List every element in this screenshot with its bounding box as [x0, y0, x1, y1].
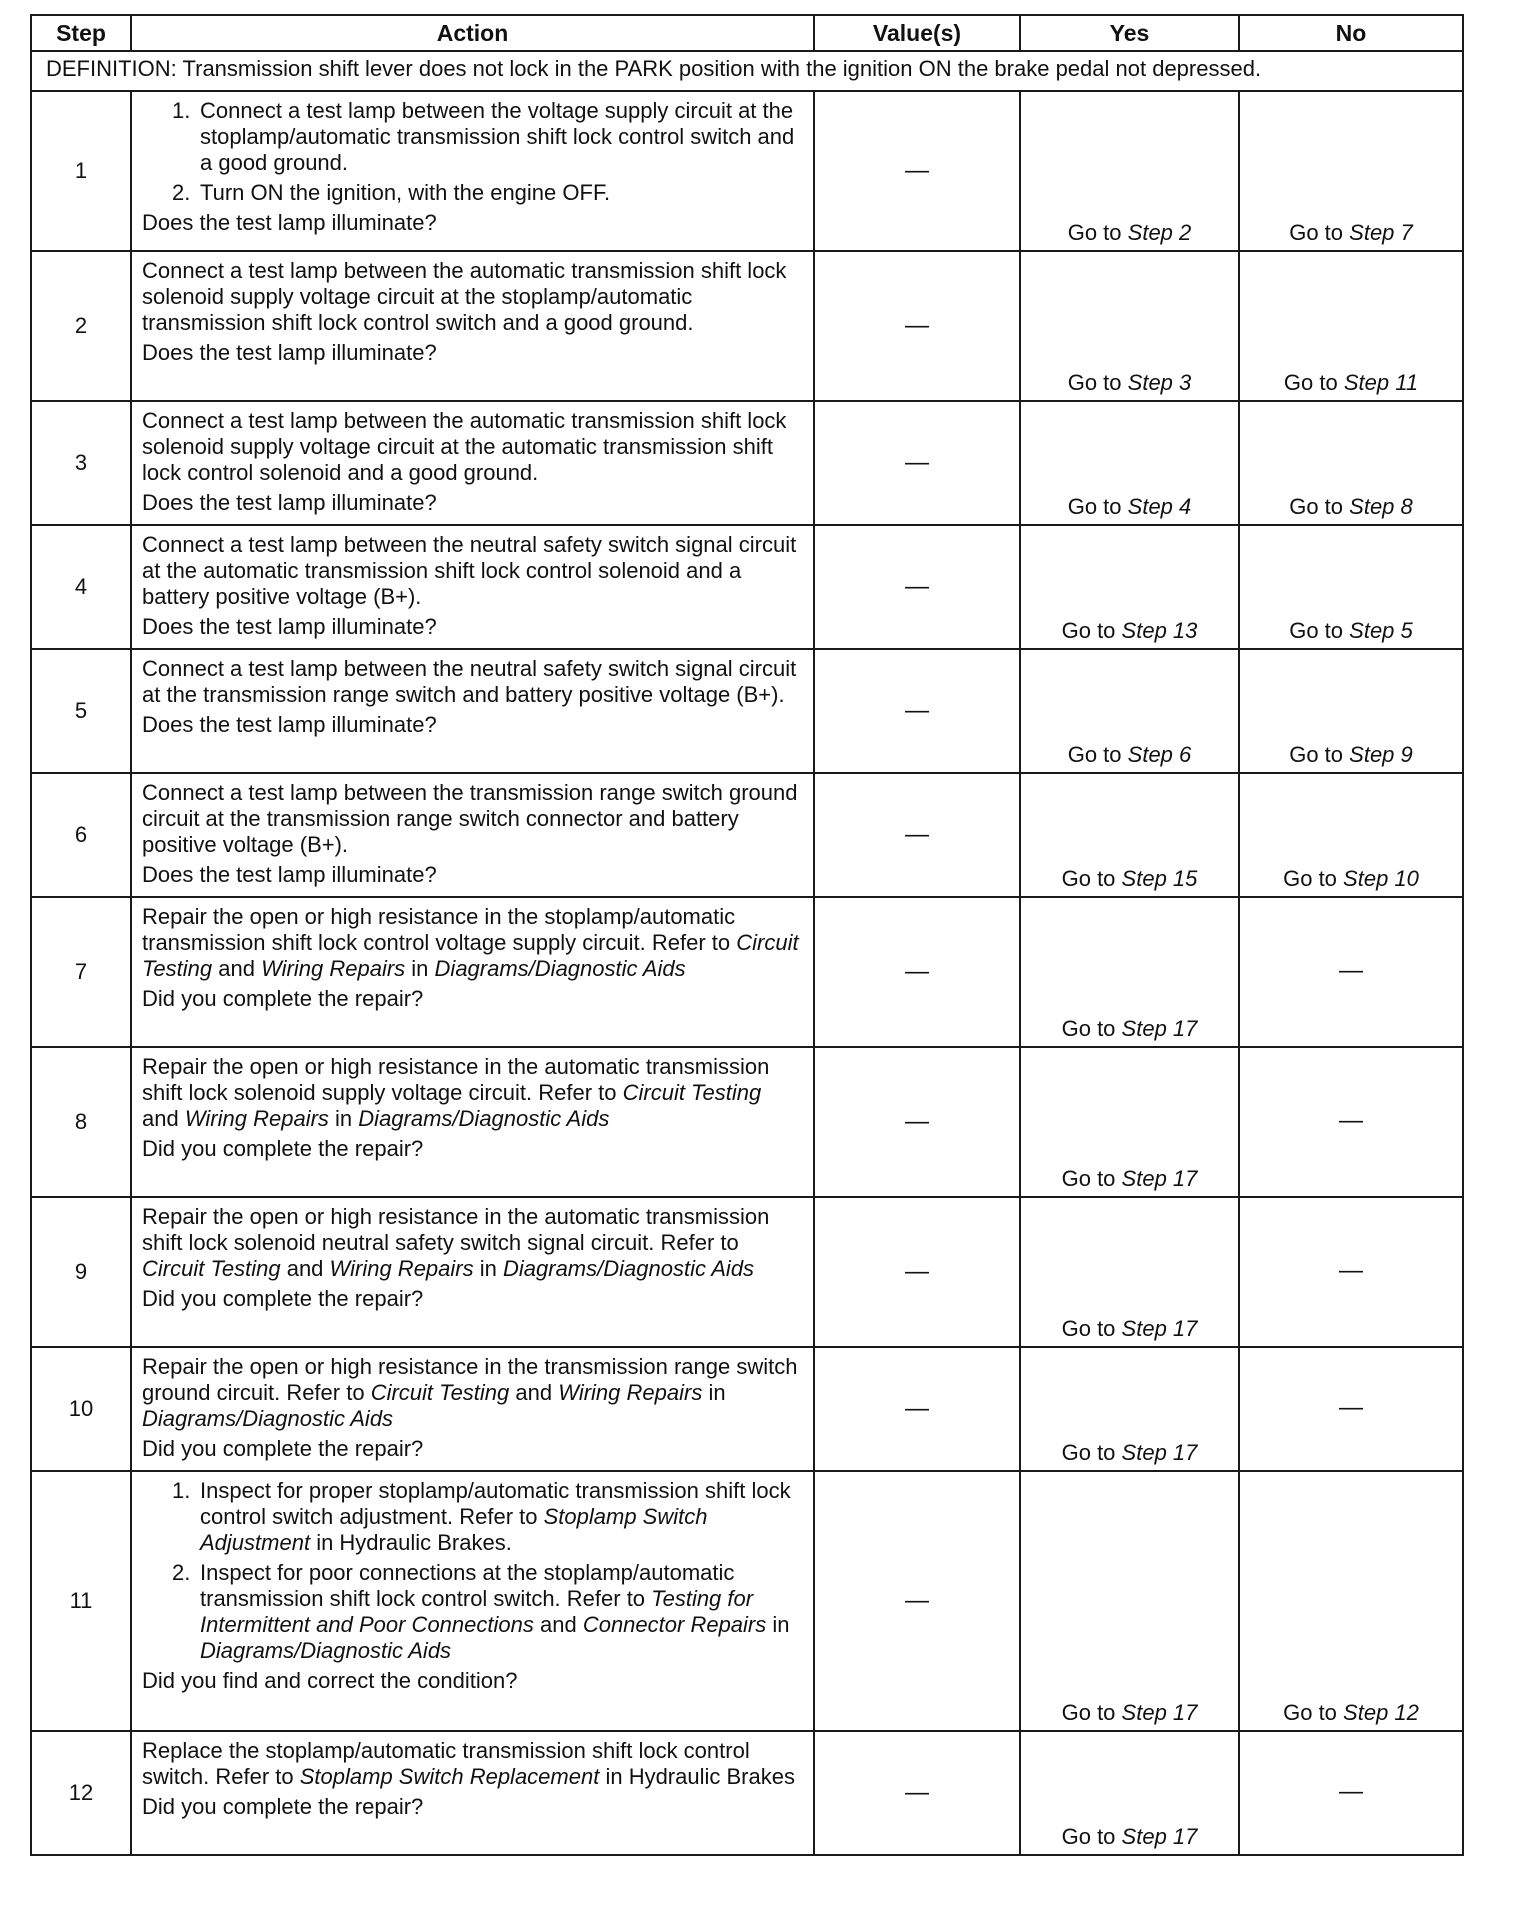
- step-action: [131, 401, 814, 525]
- header-action: Action: [131, 15, 814, 51]
- step-number: 6: [31, 773, 131, 897]
- step-value: —: [814, 773, 1020, 897]
- step-yes: Go to Step 6: [1020, 649, 1239, 773]
- step-yes: Go to Step 17: [1020, 1197, 1239, 1347]
- table-row: [31, 897, 1463, 1047]
- step-action: [131, 1347, 814, 1471]
- definition-row: [31, 51, 1463, 91]
- step-body: Repair the open or high resistance in the automatic transmission shift lock solenoid neutral safety switch signal circuit. Refer to Circuit Testing and Wiring Repairs in Diagrams/Diagnostic Aids: [142, 1204, 770, 1281]
- step-body: Repair the open or high resistance in the transmission range switch ground circuit. Refer to Circuit Testing and Wiring Repairs in Diagrams/Diagnostic Aids: [142, 1354, 798, 1431]
- step-question: Does the test lamp illuminate?: [142, 210, 437, 235]
- diagnostic-steps-table: [30, 14, 1464, 1856]
- step-number: 4: [31, 525, 131, 649]
- step-value: —: [814, 1731, 1020, 1855]
- step-action: [131, 251, 814, 401]
- step-no: Go to Step 7: [1239, 91, 1463, 251]
- header-no: No: [1239, 15, 1463, 51]
- step-yes: Go to Step 17: [1020, 1347, 1239, 1471]
- step-value: —: [814, 401, 1020, 525]
- diagnostic-table-page: [30, 14, 1462, 1856]
- definition-text: DEFINITION: Transmission shift lever does not lock in the PARK position with the ignition ON the brake pedal not depressed.: [31, 51, 1463, 91]
- step-value: —: [814, 1197, 1020, 1347]
- step-yes: Go to Step 3: [1020, 251, 1239, 401]
- step-no: —: [1239, 1731, 1463, 1855]
- table-row: [31, 1731, 1463, 1855]
- step-yes: Go to Step 4: [1020, 401, 1239, 525]
- step-question: Does the test lamp illuminate?: [142, 862, 437, 887]
- step-question: Did you complete the repair?: [142, 1794, 424, 1819]
- step-number: 1: [31, 91, 131, 251]
- table-row: [31, 649, 1463, 773]
- step-yes: Go to Step 17: [1020, 1471, 1239, 1731]
- step-question: Does the test lamp illuminate?: [142, 712, 437, 737]
- step-yes: Go to Step 17: [1020, 1047, 1239, 1197]
- step-action: [131, 649, 814, 773]
- step-body: Connect a test lamp between the automatic transmission shift lock solenoid supply voltage circuit at the automatic transmission shift lock control solenoid and a good ground.: [142, 408, 787, 485]
- table-row: [31, 1047, 1463, 1197]
- step-number: 12: [31, 1731, 131, 1855]
- step-question: Does the test lamp illuminate?: [142, 614, 437, 639]
- step-value: —: [814, 1347, 1020, 1471]
- step-question: Did you complete the repair?: [142, 1286, 424, 1311]
- step-value: —: [814, 525, 1020, 649]
- step-item: Inspect for poor connections at the stoplamp/automatic transmission shift lock control switch. Refer to Testing for Intermittent and Poor Connections and Connector Repairs in Diagrams/Diagnostic Aids: [200, 1560, 790, 1663]
- table-header-row: [31, 15, 1463, 51]
- step-item: Inspect for proper stoplamp/automatic transmission shift lock control switch adjustment. Refer to Stoplamp Switch Adjustment in Hydraulic Brakes.: [200, 1478, 791, 1555]
- table-row: [31, 773, 1463, 897]
- table-row: [31, 1471, 1463, 1731]
- step-action: [131, 773, 814, 897]
- step-question: Did you complete the repair?: [142, 986, 424, 1011]
- table-row: [31, 1347, 1463, 1471]
- step-yes: Go to Step 17: [1020, 897, 1239, 1047]
- step-no: Go to Step 9: [1239, 649, 1463, 773]
- step-yes: Go to Step 15: [1020, 773, 1239, 897]
- step-number: 8: [31, 1047, 131, 1197]
- step-number: 2: [31, 251, 131, 401]
- step-no: —: [1239, 1197, 1463, 1347]
- step-yes: Go to Step 13: [1020, 525, 1239, 649]
- step-body: Repair the open or high resistance in the automatic transmission shift lock solenoid supply voltage circuit. Refer to Circuit Testing and Wiring Repairs in Diagrams/Diagnostic Aids: [142, 1054, 770, 1131]
- step-no: Go to Step 10: [1239, 773, 1463, 897]
- header-values: Value(s): [814, 15, 1020, 51]
- step-item: Turn ON the ignition, with the engine OFF.: [200, 180, 611, 205]
- step-question: Does the test lamp illuminate?: [142, 490, 437, 515]
- step-number: 10: [31, 1347, 131, 1471]
- step-yes: Go to Step 17: [1020, 1731, 1239, 1855]
- step-value: —: [814, 91, 1020, 251]
- table-row: [31, 401, 1463, 525]
- step-action: [131, 1197, 814, 1347]
- step-number: 3: [31, 401, 131, 525]
- step-number: 5: [31, 649, 131, 773]
- step-action: [131, 1047, 814, 1197]
- step-action: [131, 1731, 814, 1855]
- step-no: —: [1239, 1047, 1463, 1197]
- step-question: Did you complete the repair?: [142, 1136, 424, 1161]
- step-number: 7: [31, 897, 131, 1047]
- table-row: [31, 251, 1463, 401]
- step-value: —: [814, 897, 1020, 1047]
- table-row: [31, 525, 1463, 649]
- table-row: [31, 91, 1463, 251]
- step-body: Connect a test lamp between the neutral safety switch signal circuit at the automatic transmission shift lock control solenoid and a battery positive voltage (B+).: [142, 532, 797, 609]
- step-value: —: [814, 649, 1020, 773]
- table-row: [31, 1197, 1463, 1347]
- step-no: Go to Step 12: [1239, 1471, 1463, 1731]
- header-yes: Yes: [1020, 15, 1239, 51]
- step-question: Does the test lamp illuminate?: [142, 340, 437, 365]
- step-value: —: [814, 1471, 1020, 1731]
- step-body: Repair the open or high resistance in the stoplamp/automatic transmission shift lock control voltage supply circuit. Refer to Circuit Testing and Wiring Repairs in Diagrams/Diagnostic Aids: [142, 904, 799, 981]
- header-step: Step: [31, 15, 131, 51]
- step-no: —: [1239, 1347, 1463, 1471]
- step-action: [131, 525, 814, 649]
- step-action: 1. Connect a test lamp between the voltage supply circuit at the stoplamp/automatic transmission shift lock control switch and a good ground. 2. Turn ON the ignition, with the engine OFF. Does the test lamp illuminate?: [131, 91, 814, 251]
- step-no: Go to Step 5: [1239, 525, 1463, 649]
- step-value: —: [814, 251, 1020, 401]
- step-yes: Go to Step 2: [1020, 91, 1239, 251]
- step-question: Did you find and correct the condition?: [142, 1668, 518, 1693]
- step-number: 11: [31, 1471, 131, 1731]
- step-body: Replace the stoplamp/automatic transmission shift lock control switch. Refer to Stoplamp Switch Replacement in Hydraulic Brakes: [142, 1738, 795, 1789]
- step-body: Connect a test lamp between the neutral safety switch signal circuit at the transmission range switch and battery positive voltage (B+).: [142, 656, 797, 707]
- step-no: Go to Step 8: [1239, 401, 1463, 525]
- step-action: [131, 897, 814, 1047]
- step-action: 1. Inspect for proper stoplamp/automatic transmission shift lock control switch adjustment. Refer to Stoplamp Switch Adjustment in Hydraulic Brakes. 2. Inspect for poor connections at the stoplamp/automatic transmission shift lock control switch. Refer to Testing for Intermittent and Poor Connections and Connector Repairs in Diagrams/Diagnostic Aids Did you find and correct the condition?: [131, 1471, 814, 1731]
- step-value: —: [814, 1047, 1020, 1197]
- step-number: 9: [31, 1197, 131, 1347]
- step-body: Connect a test lamp between the automatic transmission shift lock solenoid supply voltage circuit at the stoplamp/automatic transmission shift lock control switch and a good ground.: [142, 258, 787, 335]
- step-no: —: [1239, 897, 1463, 1047]
- step-no: Go to Step 11: [1239, 251, 1463, 401]
- step-body: Connect a test lamp between the transmission range switch ground circuit at the transmission range switch connector and battery positive voltage (B+).: [142, 780, 798, 857]
- step-question: Did you complete the repair?: [142, 1436, 424, 1461]
- step-item: Connect a test lamp between the voltage supply circuit at the stoplamp/automatic transmission shift lock control switch and a good ground.: [200, 98, 795, 175]
